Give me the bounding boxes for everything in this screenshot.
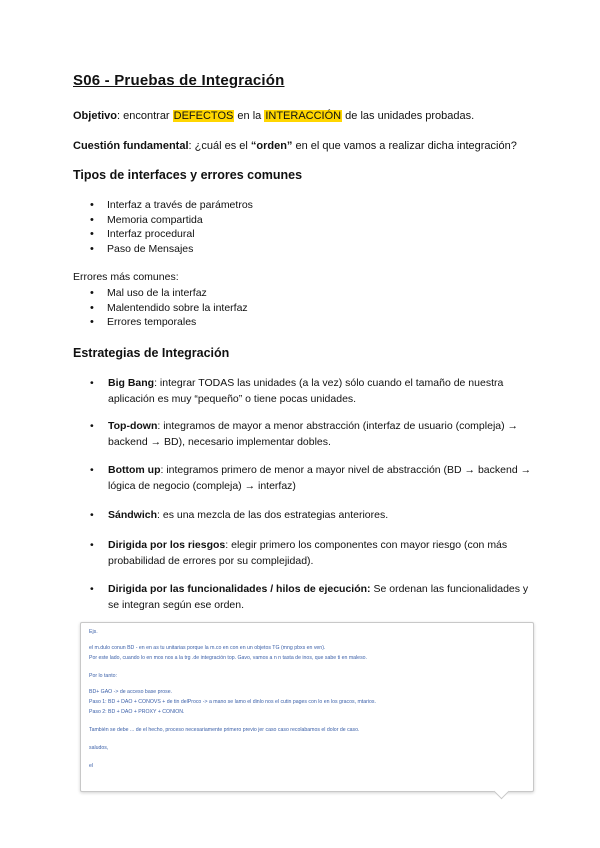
strategy-bottom-up: [90, 463, 540, 494]
note-line: BD+ GAO -> de acceso base prose.: [89, 689, 173, 695]
list-item: • Paso de Mensajes: [90, 242, 253, 257]
bullet-icon: •: [90, 464, 94, 476]
note-line: Por este lado, cuando lo en mos nos a la trg .de integración top. Gavo, vamos a n n tasta de inos, que sabe ti en maleso.: [89, 655, 367, 661]
strategy-text: : es una mezcla de las dos estrategias anteriores.: [157, 509, 389, 521]
note-line: el m.dulo conun BD - en en as tu unitarias porque la m.co en con en un objetos TG (mng pbxs en ven).: [89, 645, 326, 651]
note-line: Paso 1: BD + DAO + CONOVS + de tin delProco -> a mano se lamo el dinlo nos el cutin pages con lo en los gracos, mtarios.: [89, 699, 376, 705]
cuestion-text-pre: : ¿cuál es el: [188, 140, 251, 152]
strategy-name: Sándwich: [108, 509, 158, 521]
strategy-name: Bottom up: [108, 464, 161, 476]
cuestion-line: [73, 140, 517, 152]
objetivo-text-mid: en la: [234, 110, 265, 122]
annotation-box: [80, 622, 534, 792]
errores-list: [90, 286, 248, 330]
note-line: También se debe ... de el hecho, proceso necesariamente primero previo jer caso caso recolabamos el dolor de caso.: [89, 727, 360, 733]
strategy-text: Se ordenan las funcionalidades y se integran según ese orden.: [108, 583, 529, 611]
strategy-big-bang: [90, 376, 540, 407]
list-item: • Interfaz procedural: [90, 227, 253, 242]
strategy-text: : integramos de mayor a menor abstracción (interfaz de usuario (compleja) → backend → BD), necesario implementar dobles.: [108, 420, 519, 448]
strategy-name: Top-down: [108, 420, 158, 432]
bullet-icon: •: [90, 377, 94, 389]
bullet-icon: •: [90, 420, 94, 432]
note-line: saludos,: [89, 745, 109, 751]
cuestion-label: Cuestión fundamental: [73, 140, 189, 152]
strategy-text: : integrar TODAS las unidades (a la vez) sólo cuando el tamaño de nuestra aplicación es muy “pequeño” o tiene pocas unidades.: [108, 377, 504, 405]
objetivo-text-post: de las unidades probadas.: [342, 110, 475, 122]
bullet-icon: •: [90, 509, 94, 521]
objetivo-line: [73, 110, 474, 122]
list-item: • Mal uso de la interfaz: [90, 286, 248, 301]
note-line: Paso 2: BD + DAO + PROXY + CONION.: [89, 709, 185, 715]
strategy-name: Big Bang: [108, 377, 155, 389]
list-item: • Errores temporales: [90, 315, 248, 330]
note-line: Ejs.: [89, 629, 98, 635]
estrategias-heading: Estrategias de Integración: [73, 346, 230, 360]
list-item: • Interfaz a través de parámetros: [90, 198, 253, 213]
bullet-icon: •: [90, 539, 94, 551]
list-item: • Malentendido sobre la interfaz: [90, 301, 248, 316]
strategy-sandwich: [90, 508, 540, 524]
objetivo-label: Objetivo: [73, 110, 118, 122]
interfaces-list: [90, 198, 253, 256]
strategy-text: : elegir primero los componentes con mayor riesgo (con más probabilidad de errores por su complejidad).: [108, 539, 508, 567]
page-title: S06 - Pruebas de Integración: [73, 72, 285, 89]
strategy-name: Dirigida por los riesgos: [108, 539, 226, 551]
strategy-funcionalidades: [90, 582, 540, 613]
highlight-interaccion: INTERACCIÓN: [265, 110, 342, 122]
strategy-text: : integramos primero de menor a mayor nivel de abstracción (BD → backend → lógica de negocio (compleja) → interfaz): [108, 464, 532, 492]
cuestion-orden: “orden”: [250, 140, 293, 152]
note-line: Por lo tanto:: [89, 673, 117, 679]
note-line: el: [89, 763, 94, 769]
list-item: • Memoria compartida: [90, 213, 253, 228]
highlight-defectos: DEFECTOS: [173, 110, 234, 122]
bullet-icon: •: [90, 583, 94, 595]
strategy-name: Dirigida por las funcionalidades / hilos de ejecución:: [108, 583, 371, 595]
strategy-top-down: [90, 419, 540, 450]
cuestion-text-post: en el que vamos a realizar dicha integración?: [292, 140, 517, 152]
objetivo-text-pre: : encontrar: [117, 110, 173, 122]
box-pointer: [494, 784, 510, 800]
errores-label: Errores más comunes:: [73, 271, 179, 283]
strategy-riesgos: [90, 538, 540, 569]
interfaces-heading: Tipos de interfaces y errores comunes: [73, 168, 303, 182]
